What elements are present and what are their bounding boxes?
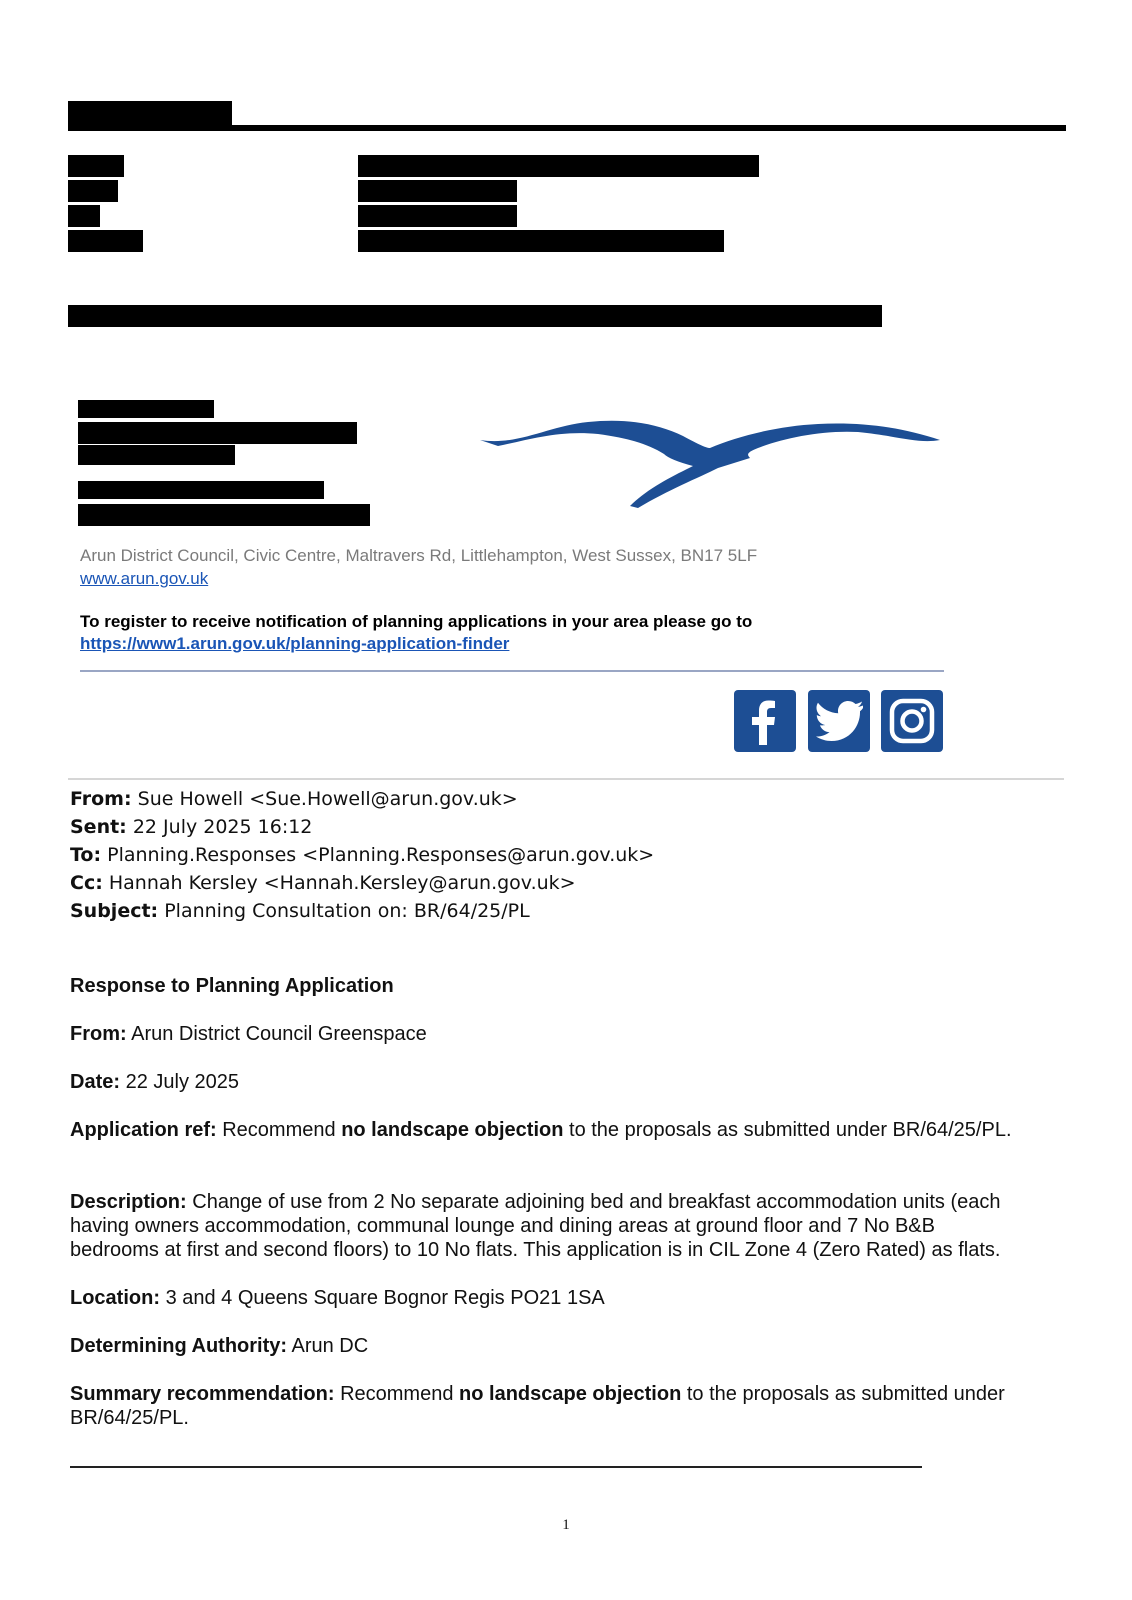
register-link[interactable]: https://www1.arun.gov.uk/planning-application-finder [80,634,510,653]
twitter-icon[interactable] [808,690,870,752]
register-text: To register to receive notification of planning applications in your area please go to [80,612,753,631]
redaction-value-2 [358,180,517,202]
email-sent-row [70,816,312,838]
instagram-icon[interactable] [881,690,943,752]
email-from-value: Sue Howell <Sue.Howell@arun.gov.uk> [137,788,518,810]
email-cc-value: Hannah Kersley <Hannah.Kersley@arun.gov.uk> [108,872,576,894]
description-block [70,1190,1070,1262]
redaction-label-2 [68,180,118,202]
email-sent-value: 22 July 2025 16:12 [132,816,313,838]
response-heading-text: Response to Planning Application [70,975,394,997]
email-subject-row [70,900,530,922]
application-ref-row [70,1118,1070,1142]
email-cc-label: Cc: [70,872,103,894]
header-divider [68,778,1064,780]
email-from-label: From: [70,788,132,810]
authority-value: Arun DC [291,1335,369,1357]
email-subject-value: Planning Consultation on: BR/64/25/PL [164,900,530,922]
redaction-sig-2 [78,422,357,444]
redaction-label-3 [68,205,100,227]
redaction-value-3 [358,205,517,227]
footer-rule [70,1466,922,1468]
facebook-icon[interactable] [734,690,796,752]
location-label: Location: [70,1287,160,1309]
redaction-sig-5 [78,504,370,526]
location-row [70,1286,1070,1310]
email-to-row [70,844,654,866]
response-from-row [70,1022,1070,1046]
response-date-value: 22 July 2025 [125,1071,239,1093]
authority-label: Determining Authority: [70,1335,288,1357]
summary-block [70,1382,1070,1430]
email-cc-row [70,872,576,894]
redaction-sig-3 [78,445,235,465]
description-line-1: Change of use from 2 No separate adjoining bed and breakfast accommodation units (each [192,1191,1001,1213]
redaction-label-1 [68,155,124,177]
appref-pre: Recommend [222,1119,336,1141]
page-number: 1 [562,1517,570,1533]
redaction-value-1 [358,155,759,177]
email-to-label: To: [70,844,102,866]
email-to-value: Planning.Responses <Planning.Responses@arun.gov.uk> [107,844,655,866]
appref-bold: no landscape objection [341,1119,564,1141]
email-subject-label: Subject: [70,900,159,922]
response-date-label: Date: [70,1071,121,1093]
description-line-3: bedrooms at first and second floors) to 10 No flats. This application is in CIL Zone 4 (Zero Rated) as flats. [70,1239,1001,1261]
website-link[interactable]: www.arun.gov.uk [80,569,209,588]
response-date-row [70,1070,1070,1094]
header-rule [68,125,1066,131]
summary-pre: Recommend [340,1383,454,1405]
appref-post: to the proposals as submitted under BR/64/25/PL. [569,1119,1012,1141]
redaction-title [68,101,232,127]
appref-label: Application ref: [70,1119,217,1141]
redaction-sig-1 [78,400,214,418]
description-label: Description: [70,1191,187,1213]
letterhead-divider [80,670,944,672]
email-from-row [70,788,518,810]
summary-line-2: BR/64/25/PL. [70,1407,189,1429]
authority-row [70,1334,1070,1358]
email-sent-label: Sent: [70,816,127,838]
response-from-value: Arun District Council Greenspace [131,1023,427,1045]
council-address: Arun District Council, Civic Centre, Maltravers Rd, Littlehampton, West Sussex, BN17 5LF [80,546,758,565]
summary-bold: no landscape objection [459,1383,682,1405]
summary-post: to the proposals as submitted under [686,1383,1005,1405]
description-line-2: having owners accommodation, communal lounge and dining areas at ground floor and 7 No B&B [70,1215,935,1237]
arun-logo-icon [478,418,942,510]
location-value: 3 and 4 Queens Square Bognor Regis PO21 1SA [165,1287,605,1309]
response-heading [70,974,1070,998]
redaction-sig-4 [78,481,324,499]
redaction-line [68,305,882,327]
summary-label: Summary recommendation: [70,1383,335,1405]
redaction-value-4 [358,230,724,252]
response-from-label: From: [70,1023,127,1045]
redaction-label-4 [68,230,143,252]
